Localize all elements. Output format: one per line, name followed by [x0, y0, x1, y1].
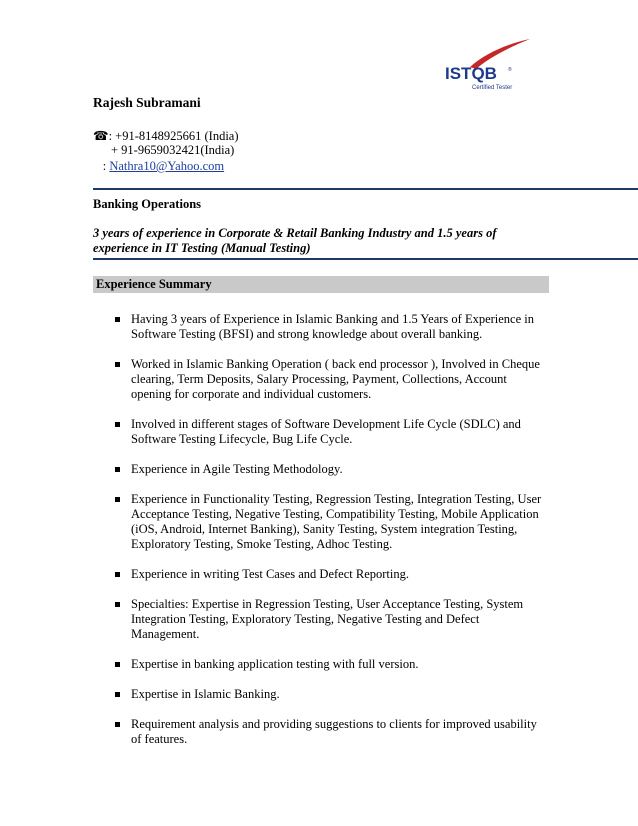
section-title: Experience Summary — [96, 277, 212, 291]
phone-secondary: + 91-9659032421(India) — [111, 143, 235, 157]
telephone-icon: ☎ — [93, 129, 109, 143]
list-item: Expertise in banking application testing with full version. — [115, 657, 545, 672]
section-header-experience-summary — [93, 276, 549, 293]
email-line: : Nathra10@Yahoo.com — [93, 159, 224, 173]
istqb-logo — [430, 35, 532, 111]
bullet-icon — [115, 497, 120, 502]
svg-text:®: ® — [508, 67, 512, 73]
divider-bottom — [93, 258, 638, 260]
bullet-icon — [115, 467, 120, 472]
phone-primary: ☎: +91-8148925661 (India) — [93, 129, 239, 143]
list-item: Experience in Functionality Testing, Regression Testing, Integration Testing, User Acceptance Testing, Negative Testing, Compatibility Testing, Mobile Application (iOS, Android, Internet Banking), Sanity Testing, System integration Testing, Exploratory Testing, Smoke Testing, Adhoc Testing. — [115, 492, 545, 552]
profile-tagline: 3 years of experience in Corporate & Retail Banking Industry and 1.5 years of experience in IT Testing (Manual Testing) — [93, 226, 497, 255]
list-item: Requirement analysis and providing suggestions to clients for improved usability of features. — [115, 717, 545, 747]
candidate-name: Rajesh Subramani — [93, 95, 201, 110]
svg-text:Certified Tester: Certified Tester — [472, 85, 513, 91]
list-item: Worked in Islamic Banking Operation ( back end processor ), Involved in Cheque clearing, Term Deposits, Salary Processing, Payment, Collections, Account opening for corporate and individual customers. — [115, 357, 545, 402]
bullet-icon — [115, 602, 120, 607]
bullet-icon — [115, 362, 120, 367]
list-item: Having 3 years of Experience in Islamic Banking and 1.5 Years of Experience in Software Testing (BFSI) and strong knowledge about overall banking. — [115, 312, 545, 342]
experience-summary-list — [115, 312, 545, 762]
divider-top — [93, 188, 638, 190]
bullet-icon — [115, 692, 120, 697]
svg-text:ISTQB: ISTQB — [445, 64, 497, 83]
list-item: Experience in Agile Testing Methodology. — [115, 462, 545, 477]
bullet-icon — [115, 722, 120, 727]
bullet-icon — [115, 662, 120, 667]
bullet-icon — [115, 422, 120, 427]
list-item: Experience in writing Test Cases and Defect Reporting. — [115, 567, 545, 582]
list-item: Expertise in Islamic Banking. — [115, 687, 545, 702]
profile-title: Banking Operations — [93, 197, 202, 211]
email-icon — [93, 159, 103, 173]
list-item: Specialties: Expertise in Regression Testing, User Acceptance Testing, System Integration Testing, Exploratory Testing, Negative Testing and Defect Management. — [115, 597, 545, 642]
list-item: Involved in different stages of Software Development Life Cycle (SDLC) and Software Testing Lifecycle, Bug Life Cycle. — [115, 417, 545, 447]
bullet-icon — [115, 572, 120, 577]
email-link[interactable]: Nathra10@Yahoo.com — [99, 159, 215, 173]
bullet-icon — [115, 317, 120, 322]
